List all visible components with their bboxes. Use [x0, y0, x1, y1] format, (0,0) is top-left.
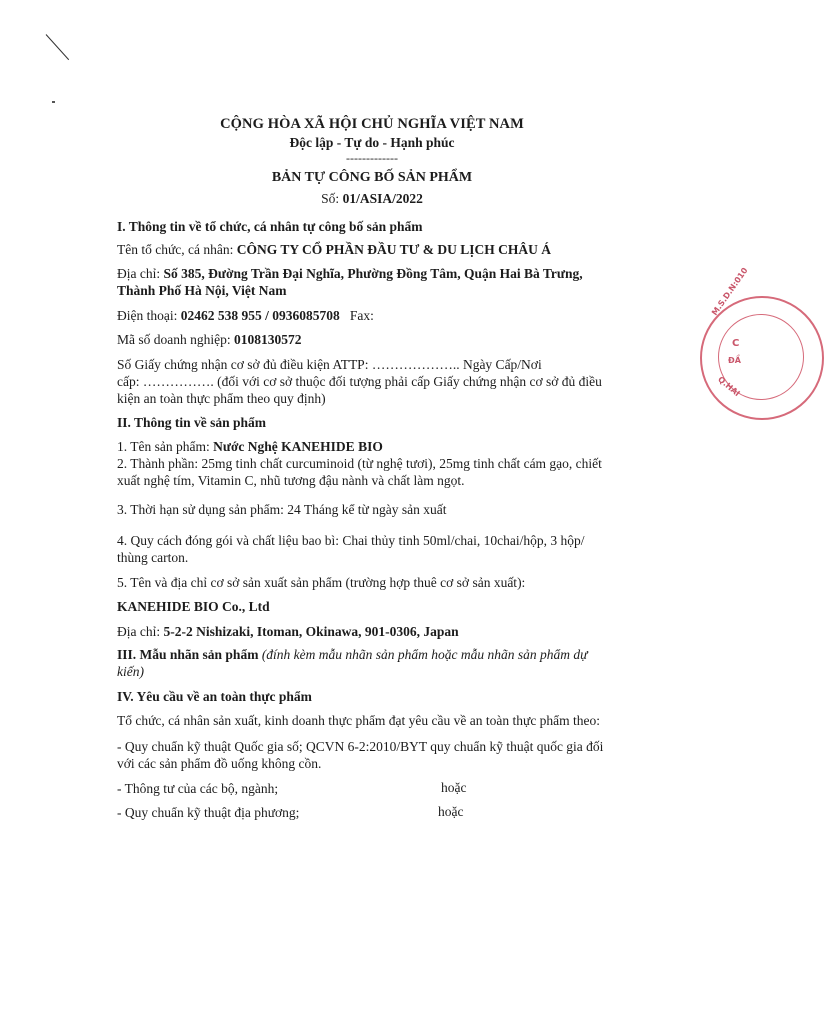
country-heading: CỘNG HÒA XÃ HỘI CHỦ NGHĨA VIỆT NAM [220, 116, 524, 132]
seal-text-1: M.S.D.N:010 [710, 266, 750, 318]
standard-3-suffix: hoặc [438, 804, 464, 819]
manufacturer-address-value: 5-2-2 Nishizaki, Itoman, Okinawa, 901-0306, Japan [163, 624, 459, 639]
packaging-line-2: thùng carton. [117, 550, 189, 565]
section-3-heading-line [117, 646, 657, 663]
phone-value: 02462 538 955 / 0936085708 [180, 308, 340, 323]
address-line-2: Thành Phố Hà Nội, Việt Nam [117, 283, 287, 298]
packaging-line-1: 4. Quy cách đóng gói và chất liệu bao bì: Chai thủy tinh 50ml/chai, 10chai/hộp, 3 hộp/ [117, 533, 585, 548]
org-label: Tên tổ chức, cá nhân: [117, 242, 237, 257]
org-line [117, 241, 657, 258]
scan-dot [52, 101, 55, 103]
org-value: CÔNG TY CỔ PHẦN ĐẦU TƯ & DU LỊCH CHÂU Á [236, 242, 552, 257]
standard-2-suffix: hoặc [441, 780, 467, 795]
standard-1b: với các sản phẩm đồ uống không cồn. [117, 756, 322, 771]
company-seal [700, 266, 824, 420]
manufacturer-address-label: Địa chỉ: [117, 624, 164, 639]
tax-value: 0108130572 [234, 332, 302, 347]
seal-text-4: Q.HAI [716, 374, 742, 399]
number-value: 01/ASIA/2022 [342, 191, 423, 206]
product-name-label: 1. Tên sản phẩm: [117, 439, 214, 454]
manufacturer-intro: 5. Tên và địa chỉ cơ sở sản xuất sản phẩm (trường hợp thuê cơ sở sản xuất): [117, 575, 526, 590]
standard-2: - Thông tư của các bộ, ngành; [117, 781, 279, 796]
ingredients-line-1: 2. Thành phần: 25mg tinh chất curcuminoid (từ nghệ tươi), 25mg tinh chất cám gạo, chiết [117, 456, 602, 471]
cert-line-3: kiện an toàn thực phẩm theo quy định) [117, 391, 326, 406]
document-title: BẢN TỰ CÔNG BỐ SẢN PHẨM [271, 170, 473, 185]
manufacturer-name: KANEHIDE BIO Co., Ltd [117, 599, 270, 614]
section-1-heading: I. Thông tin về tổ chức, cá nhân tự công bố sản phẩm [117, 219, 423, 234]
number-label: Số: [321, 191, 343, 206]
phone-label: Điện thoại: [117, 308, 181, 323]
tax-line [117, 331, 657, 348]
address-line-1 [117, 265, 657, 282]
cert-line-2: cấp: ……………. (đối với cơ sở thuộc đối tượng phải cấp Giấy chứng nhận cơ sở đủ điều [117, 374, 602, 389]
scan-mark [46, 34, 69, 60]
standard-1a: - Quy chuẩn kỹ thuật Quốc gia số; QCVN 6-2:2010/BYT quy chuẩn kỹ thuật quốc gia đối [117, 739, 604, 754]
phone-line [117, 307, 657, 324]
section-2-heading: II. Thông tin về sản phẩm [117, 415, 267, 430]
section-3-note-2: kiến) [117, 664, 144, 679]
product-name-value: Nước Nghệ KANEHIDE BIO [213, 439, 383, 454]
seal-text-2: C [732, 338, 740, 349]
tax-label: Mã số doanh nghiệp: [117, 332, 234, 347]
address-label: Địa chỉ: [117, 266, 164, 281]
section-3-note-1: (đính kèm mẫu nhãn sản phẩm hoặc mẫu nhãn sản phẩm dự [261, 647, 588, 662]
header-divider: ------------- [346, 151, 398, 165]
cert-line-1: Số Giấy chứng nhận cơ sở đủ điều kiện ATTP: ……………….. Ngày Cấp/Nơi [117, 357, 542, 372]
product-name-line [117, 438, 657, 455]
seal-text-3: ĐẦ [728, 356, 741, 365]
manufacturer-address-line [117, 623, 657, 640]
fax-label: Fax: [339, 308, 374, 323]
shelf-life-line: 3. Thời hạn sử dụng sản phẩm: 24 Tháng kể từ ngày sản xuất [117, 502, 447, 517]
safety-intro: Tổ chức, cá nhân sản xuất, kinh doanh thực phẩm đạt yêu cầu về an toàn thực phẩm theo: [117, 713, 601, 728]
motto: Độc lập - Tự do - Hạnh phúc [289, 135, 455, 150]
section-3-heading: III. Mẫu nhãn sản phẩm [117, 647, 262, 662]
address-value-1: Số 385, Đường Trần Đại Nghĩa, Phường Đồng Tâm, Quận Hai Bà Trưng, [163, 266, 583, 281]
standard-3: - Quy chuẩn kỹ thuật địa phương; [117, 805, 300, 820]
section-4-heading: IV. Yêu cầu về an toàn thực phẩm [117, 689, 312, 704]
ingredients-line-2: xuất nghệ tím, Vitamin C, nhũ tương đậu nành và chất làm ngọt. [117, 473, 465, 488]
document-number [0, 191, 744, 207]
